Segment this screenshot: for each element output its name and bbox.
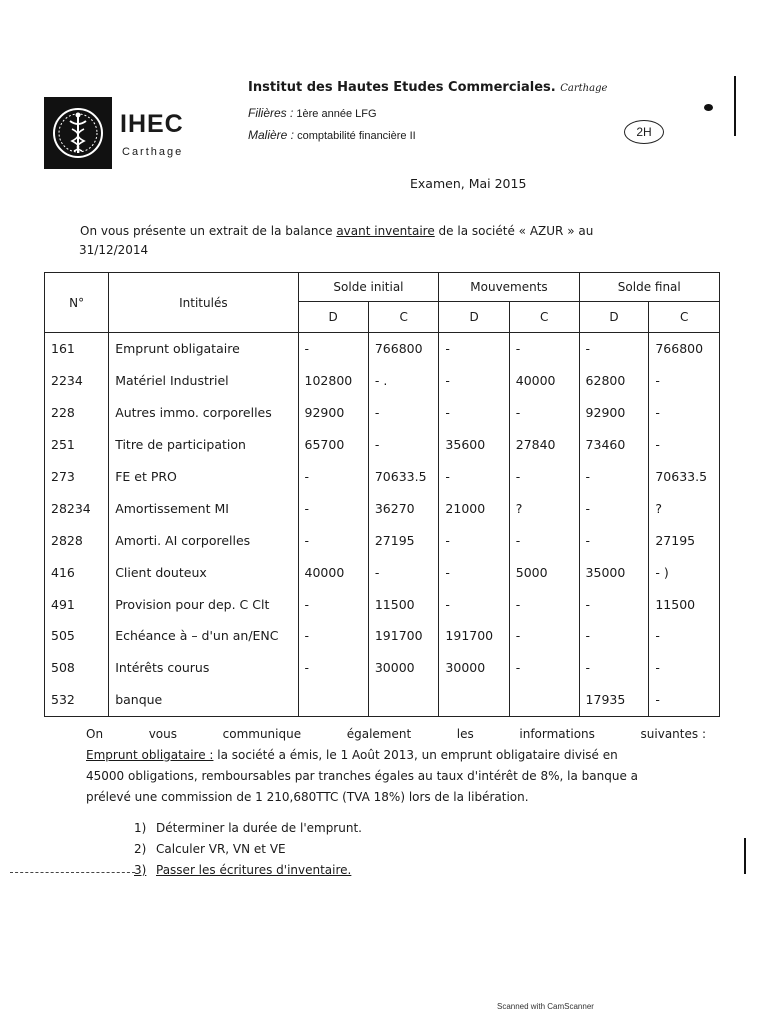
cell-si-c: 766800 (368, 333, 439, 365)
intro-date: 31/12/2014 (79, 243, 149, 257)
cell-si-d: 102800 (298, 365, 368, 397)
cell-m-c: - (509, 524, 579, 556)
cell-m-c (509, 684, 579, 716)
info-heading: Emprunt obligataire : (86, 748, 214, 762)
logo-subtext: Carthage (122, 146, 184, 158)
cell-si-d: 40000 (298, 556, 368, 588)
cell-m-d: - (439, 365, 509, 397)
cell-m-d: - (439, 588, 509, 620)
cell-sf-d: - (579, 620, 649, 652)
cell-si-d: - (298, 620, 368, 652)
cell-si-d: 92900 (298, 397, 368, 429)
info-line-3: 45000 obligations, remboursables par tranches égales au taux d'intérêt de 8%, la banque a (86, 769, 639, 783)
header-sf-credit: C (649, 302, 720, 333)
cell-m-d (439, 684, 509, 716)
cell-si-d: 65700 (298, 429, 368, 461)
dashed-line (10, 872, 135, 873)
cell-num: 508 (45, 652, 109, 684)
cell-sf-c: 11500 (649, 588, 720, 620)
table-row (45, 684, 720, 716)
cell-si-c: 36270 (368, 492, 439, 524)
matiere-label: Malière : (248, 128, 295, 142)
header-si-debit: D (298, 302, 368, 333)
header-sf-debit: D (579, 302, 649, 333)
table-row (45, 397, 720, 429)
cell-si-d: - (298, 492, 368, 524)
cell-label: banque (109, 684, 298, 716)
cell-label: Client douteux (109, 556, 298, 588)
cell-sf-d: - (579, 652, 649, 684)
cell-num: 228 (45, 397, 109, 429)
cell-num: 505 (45, 620, 109, 652)
info-line-2 (86, 745, 706, 766)
cell-sf-d: - (579, 588, 649, 620)
cell-si-c: - (368, 397, 439, 429)
cell-sf-d: - (579, 524, 649, 556)
cell-label: Titre de participation (109, 429, 298, 461)
intro-text-before: On vous présente un extrait de la balance (80, 224, 337, 238)
header-m-credit: C (509, 302, 579, 333)
cell-sf-c: - ) (649, 556, 720, 588)
cell-m-d: - (439, 556, 509, 588)
cell-si-c: 27195 (368, 524, 439, 556)
header-si-credit: C (368, 302, 439, 333)
cell-si-c: - (368, 556, 439, 588)
cell-label: Amorti. AI corporelles (109, 524, 298, 556)
table-row (45, 556, 720, 588)
header-number: N° (45, 273, 109, 333)
question-number: 3) (134, 863, 147, 877)
question-item (134, 818, 362, 839)
intro-paragraph (80, 222, 660, 260)
institute-handwritten: Carthage (560, 83, 608, 94)
cell-sf-c: - (649, 684, 720, 716)
cell-sf-d: 62800 (579, 365, 649, 397)
info-line-4: prélevé une commission de 1 210,680TTC (TVA 18%) lors de la libération. (86, 790, 529, 804)
balance-table (44, 272, 720, 717)
info-line-1 (86, 724, 706, 745)
cell-label: Intérêts courus (109, 652, 298, 684)
cell-si-d: - (298, 524, 368, 556)
question-text: Déterminer la durée de l'emprunt. (156, 821, 362, 835)
cell-m-c: - (509, 461, 579, 493)
cell-m-c: 27840 (509, 429, 579, 461)
caduceus-icon (44, 97, 112, 169)
cell-m-d: 30000 (439, 652, 509, 684)
info-word: suivantes : (640, 727, 706, 741)
table-row (45, 524, 720, 556)
table-row (45, 620, 720, 652)
cell-sf-c: 27195 (649, 524, 720, 556)
cell-num: 2234 (45, 365, 109, 397)
cell-si-c (368, 684, 439, 716)
cell-si-d: - (298, 588, 368, 620)
matiere-value: comptabilité financière II (297, 130, 416, 142)
cell-m-c: - (509, 397, 579, 429)
questions-list (134, 818, 362, 881)
question-number: 2) (134, 842, 147, 856)
cell-sf-c: 766800 (649, 333, 720, 365)
ink-mark (704, 104, 713, 111)
scan-edge-line (744, 838, 746, 874)
cell-num: 273 (45, 461, 109, 493)
cell-sf-d: - (579, 492, 649, 524)
scanner-footer: Scanned with CamScanner (497, 1002, 594, 1011)
info-word: les (456, 727, 474, 741)
institute-title (248, 80, 607, 95)
cell-label: Echéance à – d'un an/ENC (109, 620, 298, 652)
cell-sf-d: 17935 (579, 684, 649, 716)
cell-m-c: - (509, 620, 579, 652)
cell-m-c: - (509, 588, 579, 620)
cell-num: 251 (45, 429, 109, 461)
ihec-logo-emblem (44, 97, 112, 169)
cell-m-d: - (439, 333, 509, 365)
header-m-debit: D (439, 302, 509, 333)
cell-m-d: 191700 (439, 620, 509, 652)
question-number: 1) (134, 821, 147, 835)
cell-label: Provision pour dep. C Clt (109, 588, 298, 620)
cell-si-d (298, 684, 368, 716)
question-item (134, 860, 362, 881)
header-solde-initial: Solde initial (298, 273, 439, 302)
cell-m-d: 21000 (439, 492, 509, 524)
info-paragraph (86, 724, 706, 808)
header-mouvements: Mouvements (439, 273, 579, 302)
info-line-2-text: la société a émis, le 1 Août 2013, un emprunt obligataire divisé en (213, 748, 618, 762)
header-solde-final: Solde final (579, 273, 719, 302)
header-label: Intitulés (109, 273, 298, 333)
table-row (45, 652, 720, 684)
filiere-line (248, 106, 377, 120)
cell-si-c: - . (368, 365, 439, 397)
cell-m-d: 35600 (439, 429, 509, 461)
cell-num: 491 (45, 588, 109, 620)
matiere-line (248, 128, 416, 142)
cell-label: Emprunt obligataire (109, 333, 298, 365)
cell-sf-d: - (579, 333, 649, 365)
cell-sf-c: - (649, 397, 720, 429)
cell-m-c: - (509, 652, 579, 684)
cell-sf-d: 35000 (579, 556, 649, 588)
info-word: On (86, 727, 104, 741)
cell-si-c: - (368, 429, 439, 461)
intro-underlined: avant inventaire (336, 224, 435, 238)
cell-num: 2828 (45, 524, 109, 556)
cell-si-d: - (298, 461, 368, 493)
cell-si-c: 70633.5 (368, 461, 439, 493)
cell-sf-c: - (649, 365, 720, 397)
filiere-value: 1ère année LFG (296, 108, 377, 120)
cell-m-d: - (439, 524, 509, 556)
info-word: communique (222, 727, 302, 741)
table-row (45, 492, 720, 524)
question-item (134, 839, 362, 860)
cell-sf-d: - (579, 461, 649, 493)
table-row (45, 333, 720, 365)
cell-num: 28234 (45, 492, 109, 524)
cell-si-c: 191700 (368, 620, 439, 652)
info-word: vous (148, 727, 177, 741)
cell-label: FE et PRO (109, 461, 298, 493)
cell-m-c: 40000 (509, 365, 579, 397)
cell-label: Matériel Industriel (109, 365, 298, 397)
cell-si-d: - (298, 652, 368, 684)
cell-sf-c: - (649, 620, 720, 652)
cell-sf-d: 92900 (579, 397, 649, 429)
exam-date: Examen, Mai 2015 (410, 176, 527, 191)
question-text: Passer les écritures d'inventaire. (156, 863, 352, 877)
cell-sf-d: 73460 (579, 429, 649, 461)
cell-label: Amortissement MI (109, 492, 298, 524)
question-text: Calculer VR, VN et VE (156, 842, 286, 856)
cell-num: 416 (45, 556, 109, 588)
cell-label: Autres immo. corporelles (109, 397, 298, 429)
cell-m-c: - (509, 333, 579, 365)
cell-si-d: - (298, 333, 368, 365)
cell-sf-c: 70633.5 (649, 461, 720, 493)
table-row (45, 588, 720, 620)
cell-sf-c: - (649, 429, 720, 461)
logo-text: IHEC (120, 110, 184, 138)
info-word: également (346, 727, 412, 741)
cell-si-c: 30000 (368, 652, 439, 684)
table-row (45, 429, 720, 461)
cell-num: 161 (45, 333, 109, 365)
cell-m-c: 5000 (509, 556, 579, 588)
cell-m-d: - (439, 461, 509, 493)
cell-sf-c: - (649, 652, 720, 684)
duration-badge: 2H (624, 120, 664, 144)
intro-text-after: de la société « AZUR » au (434, 224, 594, 238)
cell-m-d: - (439, 397, 509, 429)
cell-num: 532 (45, 684, 109, 716)
cell-si-c: 11500 (368, 588, 439, 620)
info-word: informations (519, 727, 595, 741)
institute-name: Institut des Hautes Etudes Commerciales. (248, 80, 556, 95)
table-row (45, 365, 720, 397)
scan-edge-line (734, 76, 736, 136)
filiere-label: Filières : (248, 106, 294, 120)
cell-sf-c: ? (649, 492, 720, 524)
table-row (45, 461, 720, 493)
cell-m-c: ? (509, 492, 579, 524)
